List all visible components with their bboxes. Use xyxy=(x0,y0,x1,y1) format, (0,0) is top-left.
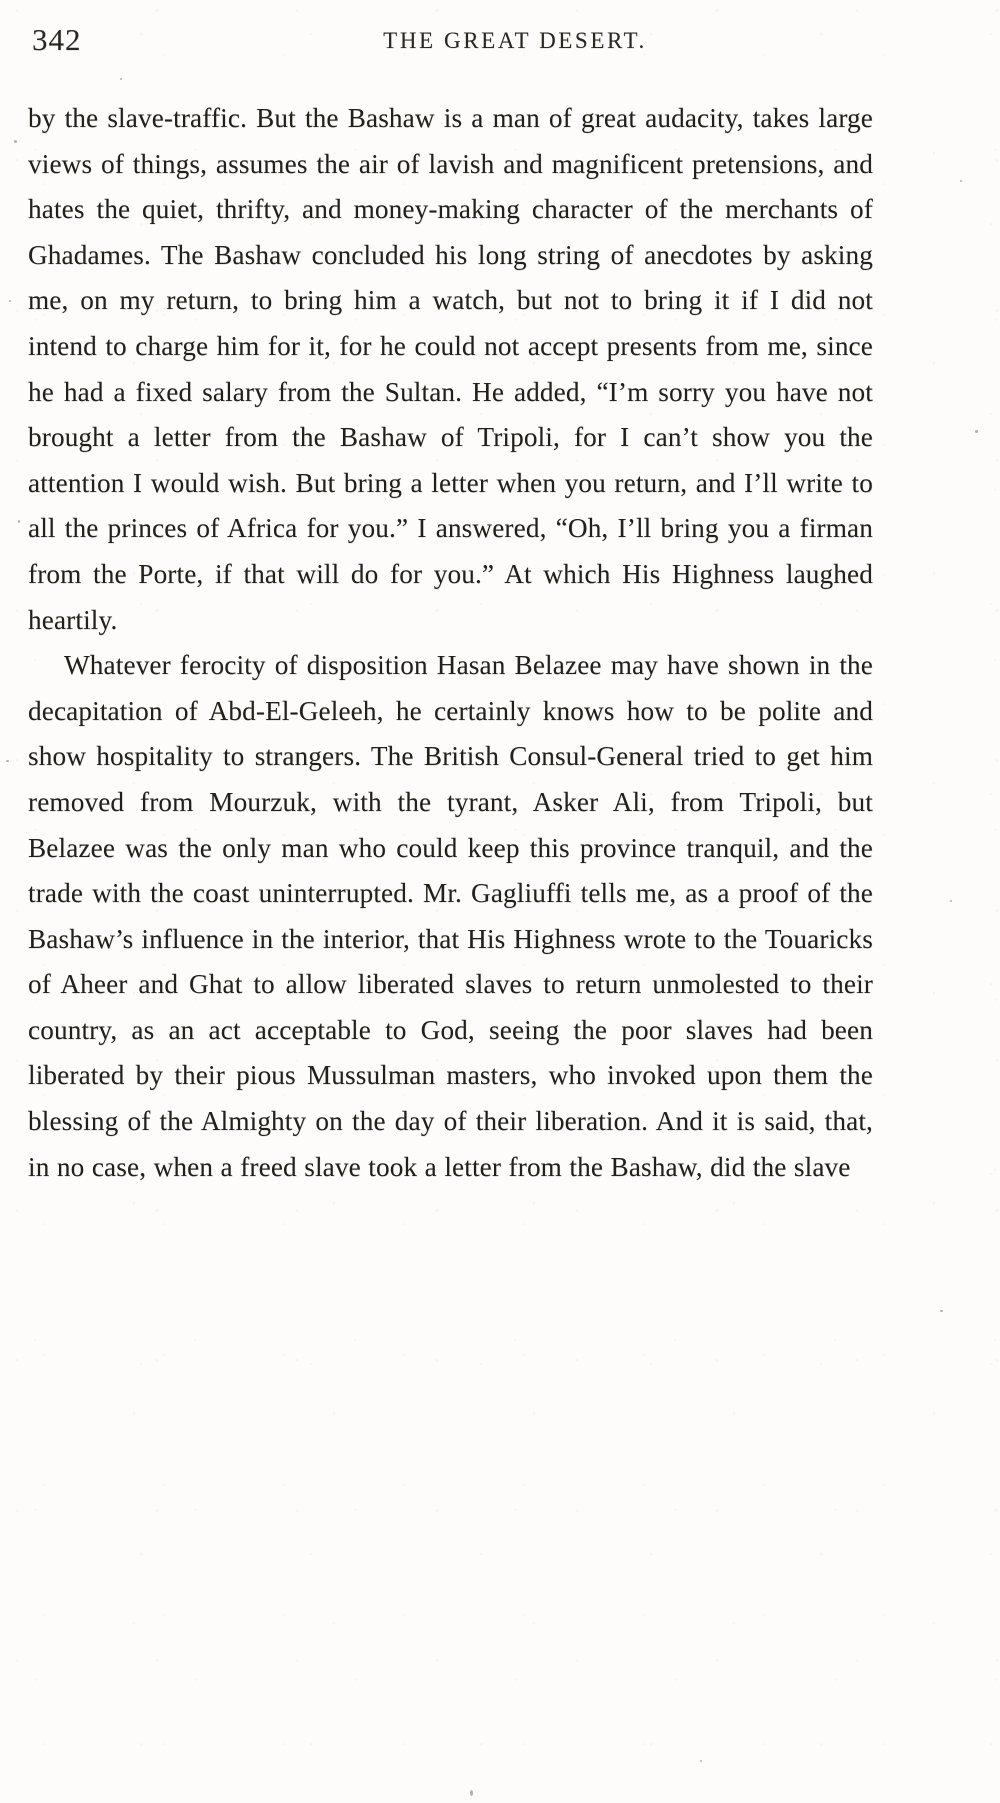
page-number: 342 xyxy=(32,22,82,57)
body-text xyxy=(28,96,873,1190)
running-head xyxy=(28,22,972,66)
paragraph: Whatever ferocity of disposition Hasan Belazee may have shown in the decapitation of Abd-El-Geleeh, he certainly knows how to be polite and show hospitality to strangers. The British Consul-General tried to get him removed from Mourzuk, with the tyrant, Asker Ali, from Tripoli, but Belazee was the only man who could keep this province tranquil, and the trade with the coast uninterrupted. Mr. Gagliuffi tells me, as a proof of the Bashaw’s influence in the interior, that His Highness wrote to the Touaricks of Aheer and Ghat to allow liberated slaves to return unmolested to their country, as an act acceptable to God, seeing the poor slaves had been liberated by their pious Mussulman masters, who invoked upon them the blessing of the Almighty on the day of their liberation. And it is said, that, in no case, when a freed slave took a letter from the Bashaw, did the slave xyxy=(28,650,873,1182)
paragraph: by the slave-traffic. But the Bashaw is a man of great audacity, takes large views of things, assumes the air of lavish and magnificent pretensions, and hates the quiet, thrifty, and money-making character of the merchants of Ghadames. The Bashaw concluded his long string of anecdotes by asking me, on my return, to bring him a watch, but not to bring it if I did not intend to charge him for it, for he could not accept presents from me, since he had a fixed salary from the Sultan. He added, “I’m sorry you have not brought a letter from the Bashaw of Tripoli, for I can’t show you the attention I would wish. But bring a letter when you return, and I’ll write to all the princes of Africa for you.” I answered, “Oh, I’ll bring you a firman from the Porte, if that will do for you.” At which His Highness laughed heartily. xyxy=(28,103,873,635)
running-title: THE GREAT DESERT. xyxy=(383,28,647,53)
